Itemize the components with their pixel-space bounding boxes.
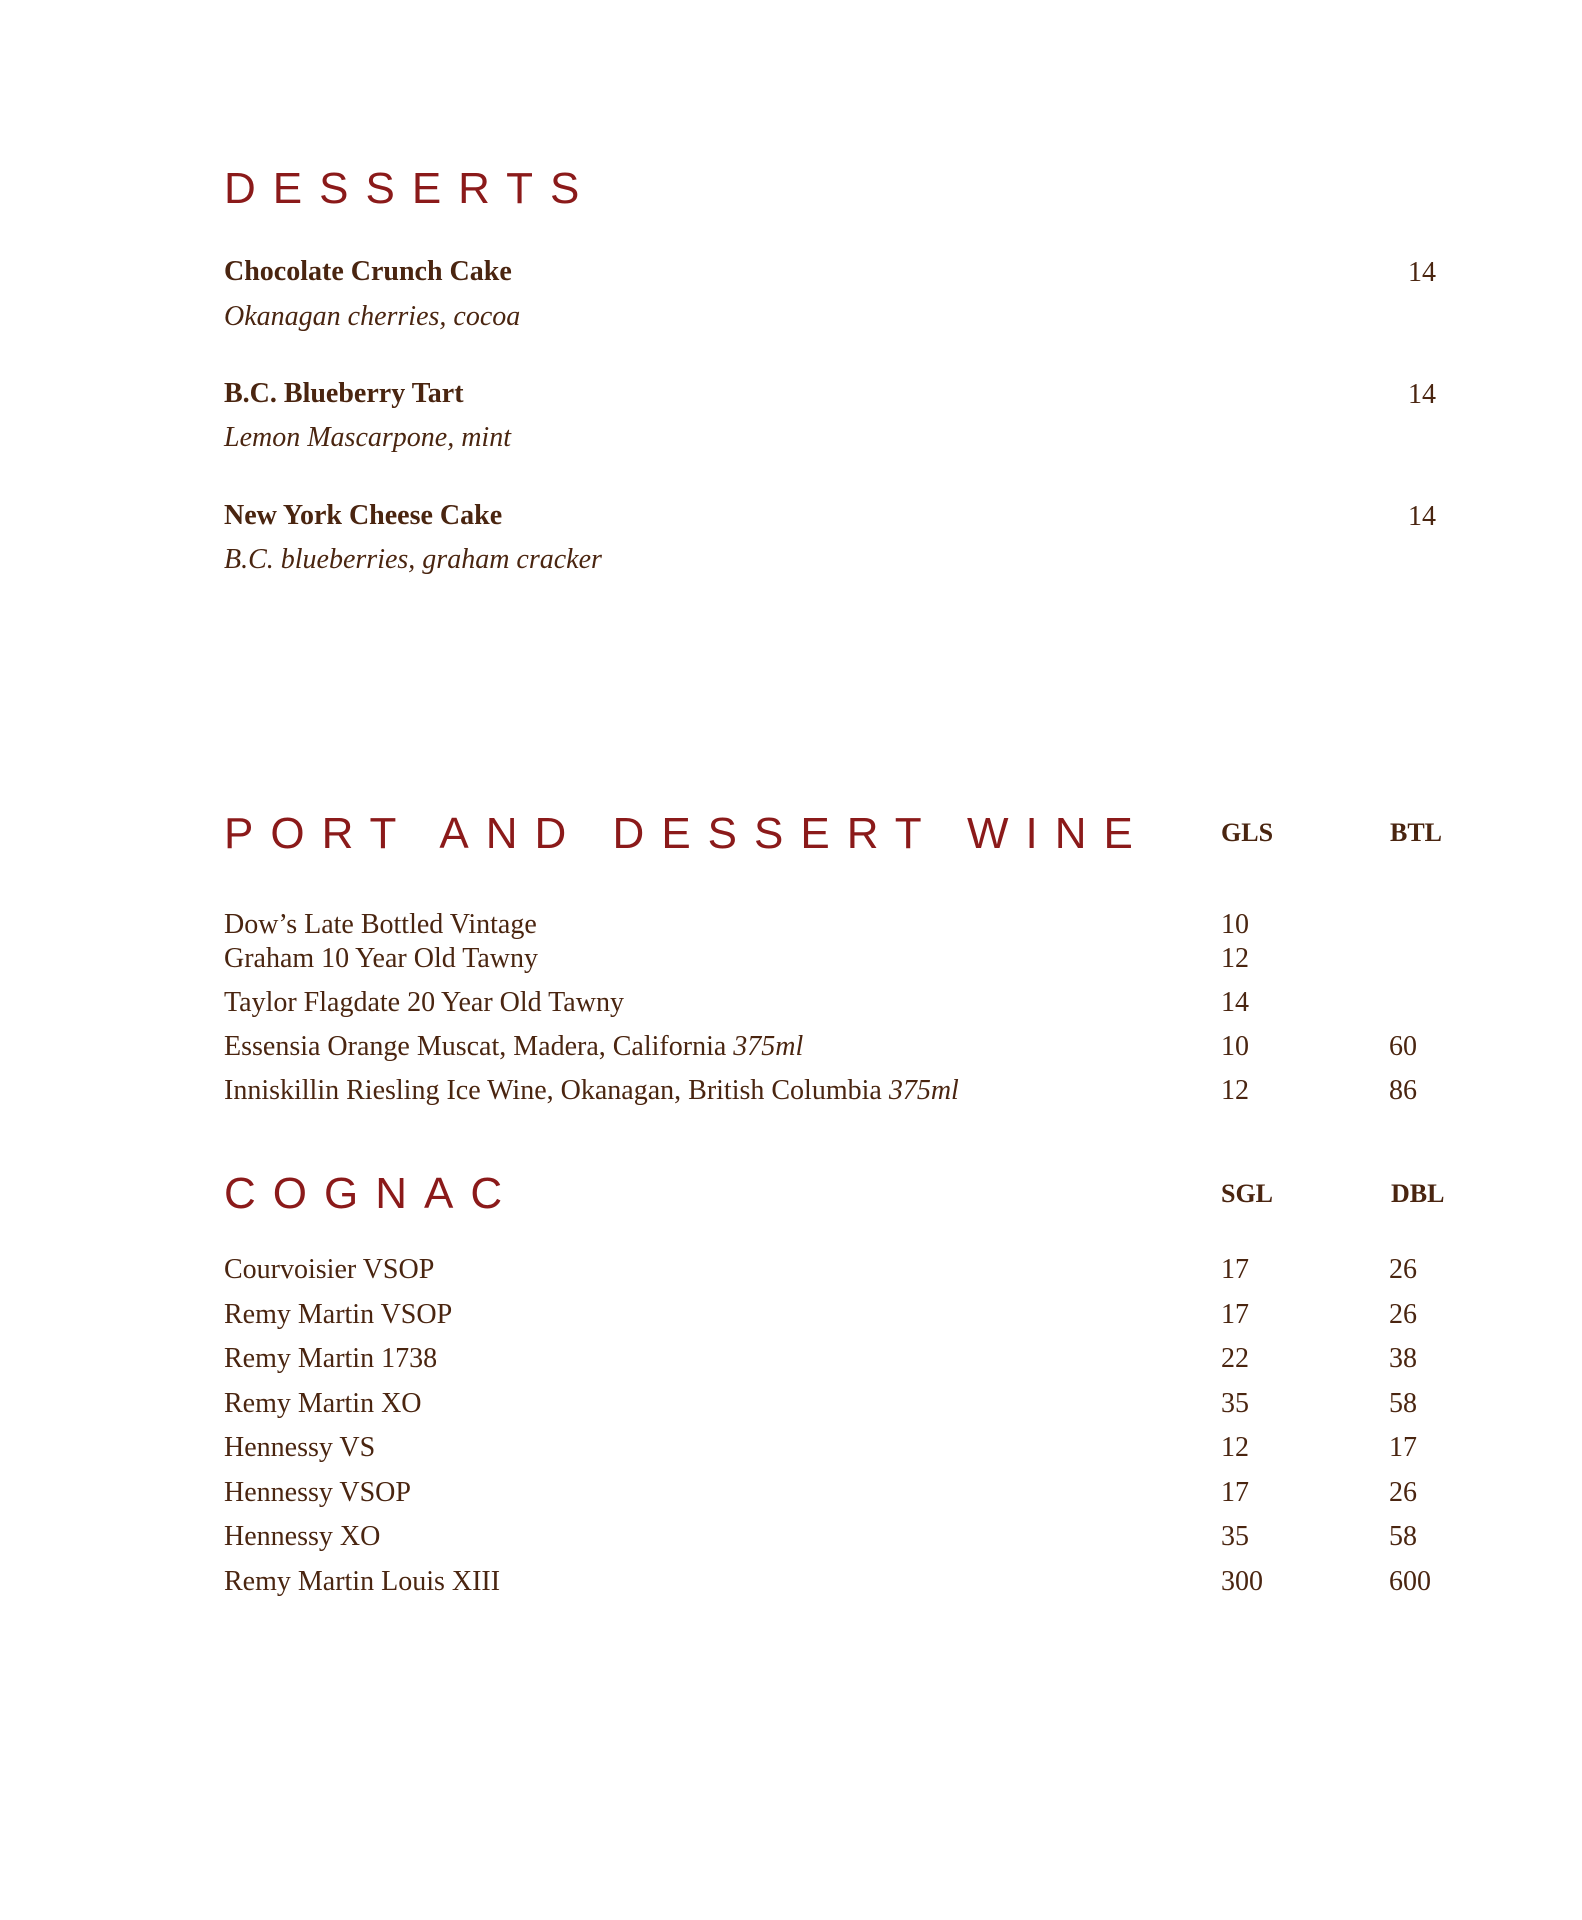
cognac-item-name: Hennessy VSOP (224, 1477, 411, 1508)
port-title: PORT AND DESSERT WINE (224, 809, 1150, 858)
cognac-item-dbl: 26 (1389, 1254, 1417, 1285)
cognac-item-dbl: 58 (1389, 1521, 1417, 1552)
cognac-item-sgl: 22 (1221, 1343, 1249, 1374)
cognac-item-dbl: 38 (1389, 1343, 1417, 1374)
port-item-gls: 12 (1221, 1075, 1249, 1106)
dessert-price: 14 (1408, 501, 1436, 532)
cognac-item-dbl: 26 (1389, 1299, 1417, 1330)
cognac-item-dbl: 58 (1389, 1388, 1417, 1419)
cognac-item-name: Remy Martin XO (224, 1388, 422, 1419)
port-item-gls: 12 (1221, 943, 1249, 974)
cognac-item-name: Hennessy VS (224, 1432, 376, 1463)
cognac-col-sgl: SGL (1221, 1179, 1274, 1208)
cognac-item-name: Remy Martin 1738 (224, 1343, 438, 1374)
cognac-item-sgl: 17 (1221, 1254, 1249, 1285)
cognac-item-dbl: 26 (1389, 1477, 1417, 1508)
cognac-item-dbl: 17 (1389, 1432, 1417, 1463)
port-item-name: Graham 10 Year Old Tawny (224, 943, 539, 974)
cognac-item-sgl: 17 (1221, 1299, 1249, 1330)
cognac-item-name: Hennessy XO (224, 1521, 381, 1552)
port-item-btl: 60 (1389, 1031, 1417, 1062)
cognac-title: COGNAC (224, 1169, 520, 1218)
dessert-description: Lemon Mascarpone, mint (224, 422, 511, 453)
port-item-size: 375ml (733, 1031, 804, 1062)
cognac-item-sgl: 12 (1221, 1432, 1249, 1463)
port-item-name: Taylor Flagdate 20 Year Old Tawny (224, 987, 624, 1018)
port-item-btl: 86 (1389, 1075, 1417, 1106)
port-col-gls: GLS (1221, 818, 1274, 847)
port-item-size: 375ml (888, 1075, 959, 1106)
port-col-btl: BTL (1390, 818, 1443, 847)
port-item-name: Dow’s Late Bottled Vintage (224, 909, 537, 940)
dessert-price: 14 (1408, 379, 1436, 410)
cognac-col-dbl: DBL (1391, 1179, 1445, 1208)
port-item-gls: 10 (1221, 1031, 1249, 1062)
cognac-item-sgl: 35 (1221, 1521, 1249, 1552)
dessert-description: B.C. blueberries, graham cracker (224, 544, 602, 575)
cognac-item-sgl: 35 (1221, 1388, 1249, 1419)
port-item-gls: 10 (1221, 909, 1249, 940)
cognac-item-name: Courvoisier VSOP (224, 1254, 435, 1285)
port-item-name: Essensia Orange Muscat, Madera, California 375ml (224, 1031, 804, 1062)
cognac-item-sgl: 300 (1221, 1566, 1263, 1597)
dessert-name: New York Cheese Cake (224, 500, 503, 531)
dessert-name: Chocolate Crunch Cake (224, 256, 512, 287)
cognac-item-dbl: 600 (1389, 1566, 1431, 1597)
port-item-gls: 14 (1221, 987, 1249, 1018)
cognac-item-name: Remy Martin Louis XIII (224, 1566, 501, 1597)
dessert-price: 14 (1408, 257, 1436, 288)
cognac-item-sgl: 17 (1221, 1477, 1249, 1508)
port-item-name: Inniskillin Riesling Ice Wine, Okanagan, British Columbia 375ml (224, 1075, 959, 1106)
dessert-name: B.C. Blueberry Tart (224, 378, 464, 409)
cognac-item-name: Remy Martin VSOP (224, 1299, 453, 1330)
desserts-title: DESSERTS (224, 164, 597, 213)
dessert-description: Okanagan cherries, cocoa (224, 301, 521, 332)
